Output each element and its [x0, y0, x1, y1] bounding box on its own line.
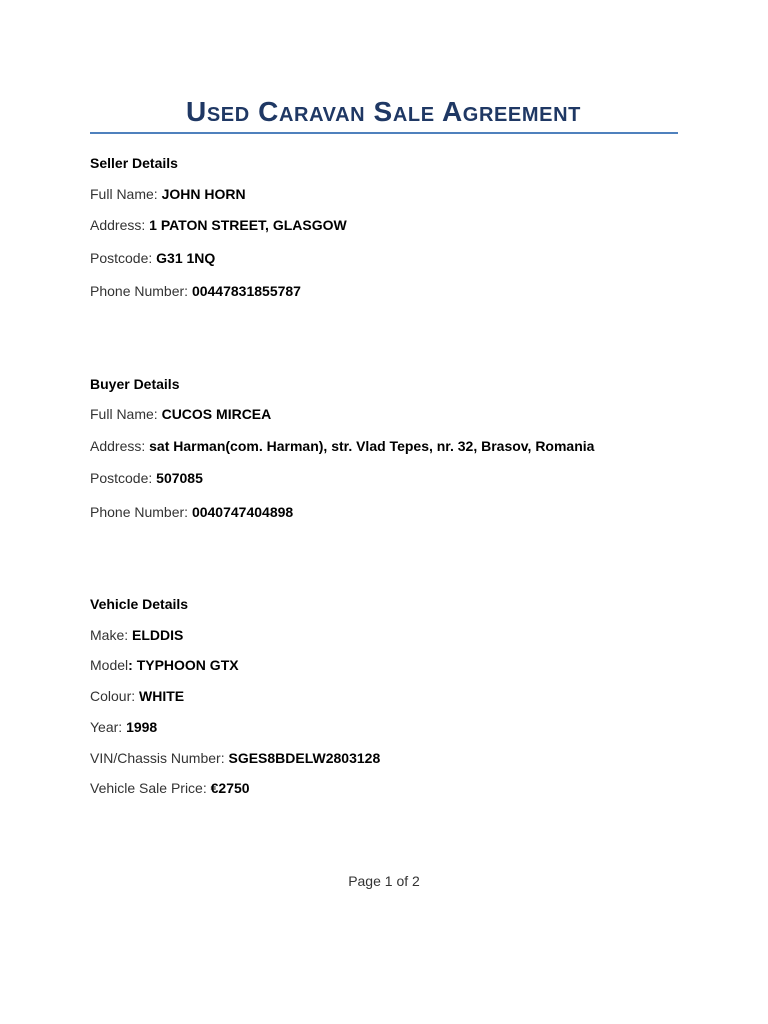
vehicle-price-value: €2750 [210, 780, 250, 796]
seller-postcode-label: Postcode: [90, 250, 153, 266]
seller-postcode-row [90, 249, 215, 267]
vehicle-price-label: Vehicle Sale Price: [90, 780, 207, 796]
vehicle-model-label: Model [90, 657, 129, 673]
vehicle-price-row [90, 779, 250, 797]
page-number: Page 1 of 2 [348, 873, 420, 889]
vehicle-colour-row [90, 687, 184, 705]
buyer-address-row [90, 437, 594, 455]
seller-heading: Seller Details [90, 155, 178, 171]
page-title: Used Caravan Sale Agreement [186, 96, 581, 127]
buyer-phone-value: 0040747404898 [191, 504, 294, 520]
vehicle-make-value: ELDDIS [132, 627, 184, 643]
seller-phone-row [90, 282, 301, 300]
buyer-phone-label: Phone Number: [90, 504, 189, 520]
vehicle-heading: Vehicle Details [90, 596, 189, 612]
seller-address-value: 1 PATON STREET, GLASGOW [149, 217, 347, 233]
seller-phone-value: 00447831855787 [191, 283, 301, 299]
seller-name-value: JOHN HORN [161, 186, 246, 202]
buyer-address-label: Address: [90, 438, 146, 454]
vehicle-make-row [90, 626, 183, 644]
vehicle-year-value: 1998 [126, 719, 158, 735]
buyer-name-value: CUCOS MIRCEA [161, 406, 272, 422]
seller-address-row [90, 216, 347, 234]
vehicle-model-value: : TYPHOON GTX [128, 657, 239, 673]
buyer-address-value: sat Harman(com. Harman), str. Vlad Tepes, nr. 32, Brasov, Romania [149, 438, 595, 454]
buyer-phone-row [90, 503, 293, 521]
vehicle-vin-value: SGES8BDELW2803128 [228, 750, 381, 766]
buyer-name-label: Full Name: [90, 406, 158, 422]
buyer-heading: Buyer Details [90, 376, 180, 392]
seller-address-label: Address: [90, 217, 146, 233]
seller-postcode-value: G31 1NQ [156, 250, 216, 266]
buyer-name-row [90, 405, 271, 423]
buyer-postcode-label: Postcode: [90, 470, 153, 486]
seller-phone-label: Phone Number: [90, 283, 189, 299]
seller-name-row [90, 185, 246, 203]
vehicle-colour-value: WHITE [139, 688, 185, 704]
vehicle-make-label: Make: [90, 627, 129, 643]
vehicle-model-row [90, 656, 239, 674]
buyer-postcode-row [90, 469, 203, 487]
title-divider [90, 132, 678, 134]
vehicle-year-row [90, 718, 157, 736]
buyer-postcode-value: 507085 [156, 470, 203, 486]
vehicle-vin-label: VIN/Chassis Number: [90, 750, 225, 766]
vehicle-year-label: Year: [90, 719, 123, 735]
seller-name-label: Full Name: [90, 186, 158, 202]
vehicle-colour-label: Colour: [90, 688, 136, 704]
vehicle-vin-row [90, 749, 380, 767]
